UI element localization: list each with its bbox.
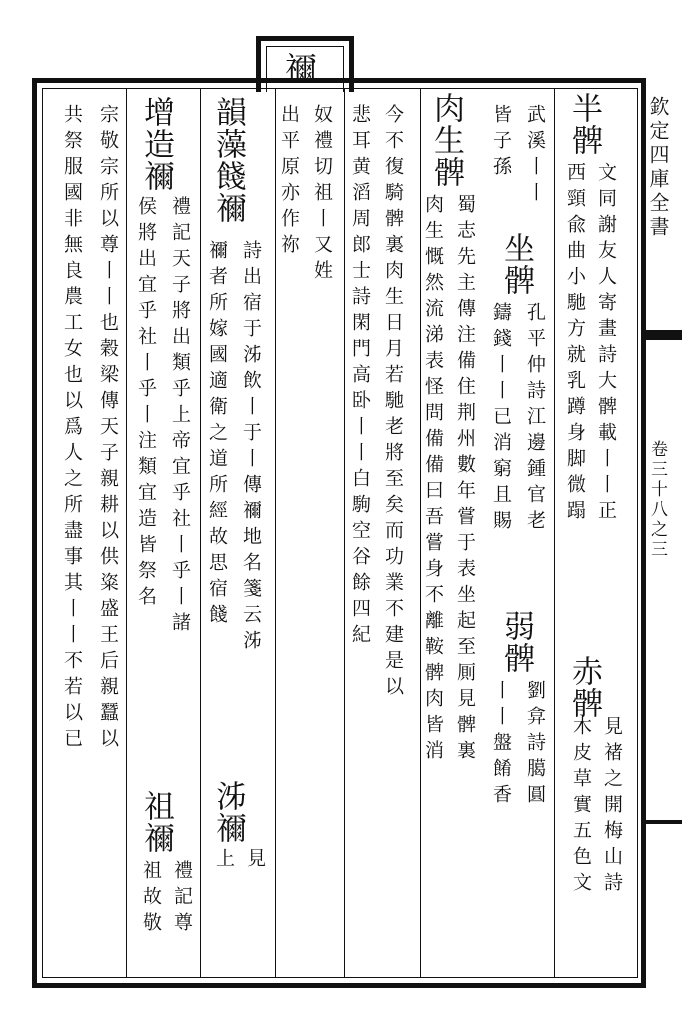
entry-text: 今不復騎髀裏肉生日月若馳老將至矣而功業不建是以 xyxy=(382,104,404,702)
entry-text: 劉弇詩臈圓 xyxy=(524,680,546,810)
entry-text: 肉生慨然流涕表怪問備備曰吾嘗身不離鞍髀肉皆消 xyxy=(422,194,444,766)
entry-head: 半髀 xyxy=(566,92,602,156)
book-title-edge: 欽定四庫全書 xyxy=(646,96,670,240)
entry-text: 見 xyxy=(244,848,266,874)
entry-text: 鑄錢丨丨已消窮且賜 xyxy=(490,302,512,536)
column-rule xyxy=(275,88,276,978)
entry-text: 祖故敬 xyxy=(140,860,162,938)
entry-text: 禰者所嫁國適衛之道所經故思宿餞 xyxy=(206,240,228,630)
entry-text: 蜀志先主傳注備住荆州數年嘗于表坐起至厠見髀裏 xyxy=(454,194,476,766)
entry-text: 武溪丨丨 xyxy=(524,104,546,208)
column-rule xyxy=(420,88,421,978)
entry-head: 肉生髀 xyxy=(428,92,464,188)
entry-text: 出平原亦作祢 xyxy=(278,104,300,260)
entry-text: 皆子孫 xyxy=(490,104,512,182)
entry-text: 丨丨盤餚香 xyxy=(490,680,512,810)
entry-text: 禮記尊 xyxy=(171,860,193,938)
entry-text: 見禇之開梅山詩 xyxy=(601,716,623,898)
section-head: 增造禰 xyxy=(138,96,174,192)
entry-text: 悲耳黄滔周郎士詩閑門高卧丨丨白駒空谷餘四紀 xyxy=(349,104,371,650)
entry-text: 奴禮切祖丨又姓 xyxy=(311,104,333,286)
entry-head: 泲禰 xyxy=(210,780,246,844)
page-inner-border xyxy=(42,88,638,978)
entry-text: 宗敬宗所以尊丨丨也穀梁傳天子親耕以供粢盛王后親蠶以 xyxy=(97,104,119,754)
entry-head: 坐髀 xyxy=(498,232,534,296)
page-title: 禰 xyxy=(280,52,318,84)
entry-head: 赤髀 xyxy=(566,655,602,719)
column-rule xyxy=(554,88,555,978)
page-edge-mark xyxy=(646,330,682,340)
column-rule xyxy=(344,88,345,978)
page-edge-mark xyxy=(646,820,682,824)
entry-text: 共祭服國非無良農工女也以爲人之所盡事其丨丨不若以已 xyxy=(61,104,83,754)
entry-text: 禮記天子將出類乎上帝宜乎社丨乎丨諸 xyxy=(169,196,191,638)
column-rule xyxy=(126,88,127,978)
entry-text: 詩出宿于泲飲丨于丨傳禰地名箋云泲 xyxy=(240,240,262,656)
entry-text: 上 xyxy=(213,848,235,874)
column-rule xyxy=(200,88,201,978)
entry-text: 侯將出宜乎社丨乎丨注類宜造皆祭名 xyxy=(135,196,157,612)
entry-head: 祖禰 xyxy=(138,790,174,854)
entry-head: 弱髀 xyxy=(498,610,534,674)
entry-text: 文同謝友人寄畫詩大髀載丨丨正 xyxy=(595,162,617,526)
entry-text: 孔平仲詩江邊鍾官老 xyxy=(524,302,546,536)
entry-text: 西頸兪曲小馳方就乳蹲身脚微蹋 xyxy=(564,162,586,526)
section-head: 韻藻餞禰 xyxy=(210,96,246,224)
entry-text: 木皮草實五色文 xyxy=(570,716,592,898)
volume-label: 卷三十八之三 xyxy=(647,440,667,560)
